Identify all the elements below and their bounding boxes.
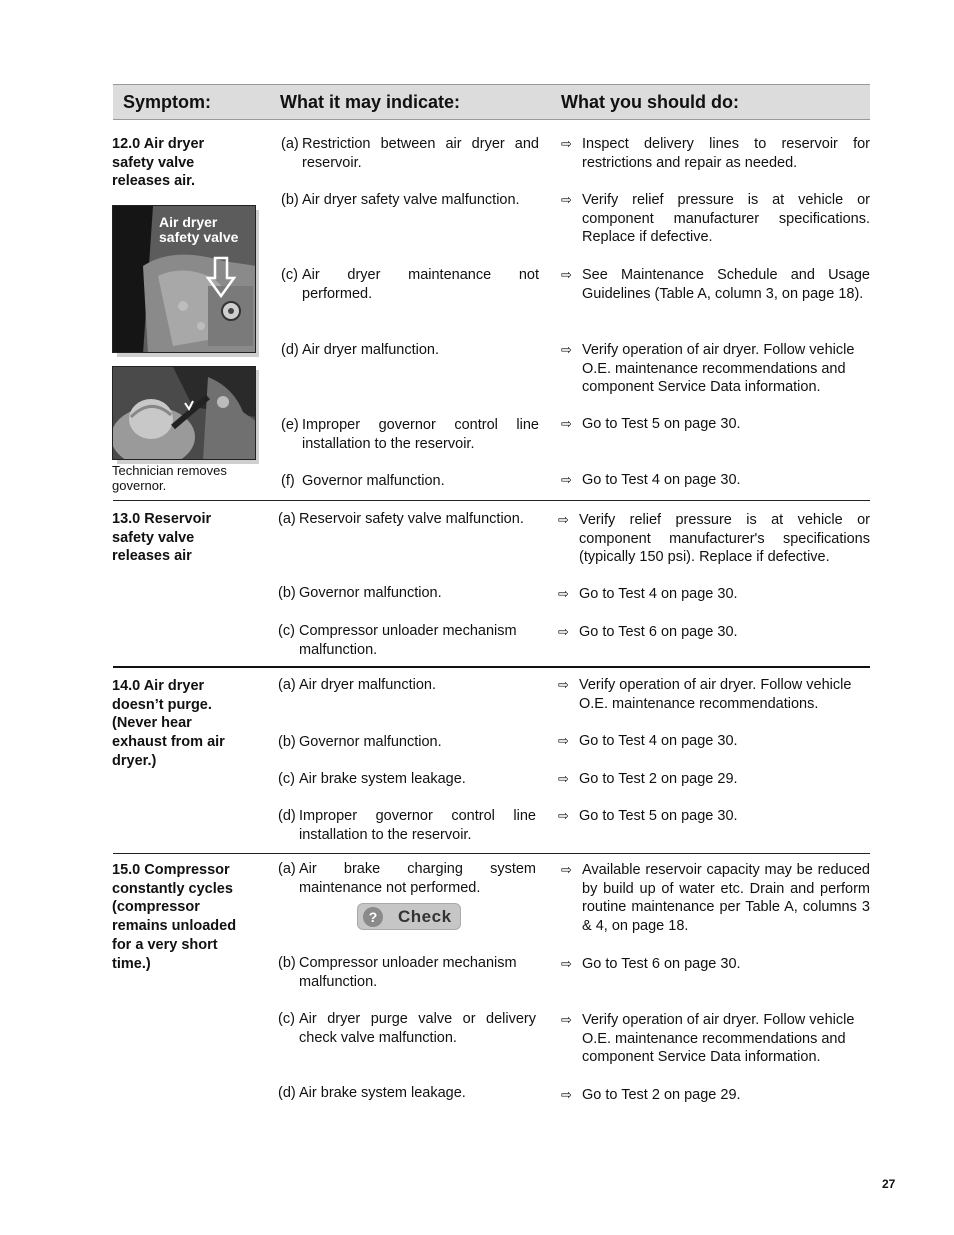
cause-row: [278, 676, 536, 695]
cause-label: (d): [278, 1085, 296, 1101]
header-indicate: What it may indicate:: [280, 92, 461, 112]
action-text: Go to Test 6 on page 30.: [582, 956, 741, 972]
cause-label: (a): [281, 136, 299, 152]
cause-text: Restriction between air dryer and reservoir.: [302, 136, 539, 171]
action-row: [561, 191, 870, 247]
section-divider: [113, 500, 870, 501]
cause-text: Governor malfunction.: [299, 734, 442, 750]
arrow-right-icon: ⇨: [558, 677, 569, 692]
action-text: Available reservoir capacity may be reduced by build up of water etc. Drain and perform routine maintenance per Table A, columns 3 & 4, on page 18.: [582, 862, 870, 934]
air-dryer-photo: [112, 205, 256, 353]
action-text: Go to Test 2 on page 29.: [579, 771, 738, 787]
symptom-12: 12.0 Air dryer safety valve releases air.: [112, 136, 205, 190]
action-row: [561, 955, 870, 974]
cause-text: Air brake charging system maintenance not performed.: [299, 861, 536, 896]
cause-row: [281, 472, 539, 491]
cause-label: (a): [278, 677, 296, 693]
technician-image: [113, 367, 256, 460]
cause-row: [281, 266, 539, 303]
cause-text: Compressor unloader mechanism malfunction.: [299, 623, 517, 658]
action-text: Verify relief pressure is at vehicle or component manufacturer specifications. Replace if defective.: [582, 192, 870, 245]
photo-caption: Technician removes governor.: [112, 463, 227, 493]
cause-text: Air brake system leakage.: [299, 771, 466, 787]
action-text: Go to Test 4 on page 30.: [579, 586, 738, 602]
arrow-right-icon: ⇨: [561, 956, 572, 971]
arrow-right-icon: ⇨: [561, 862, 572, 877]
action-text: Inspect delivery lines to reservoir for restrictions and repair as needed.: [582, 136, 870, 171]
question-icon: ?: [363, 907, 383, 927]
action-text: Go to Test 4 on page 30.: [579, 733, 738, 749]
arrow-right-icon: ⇨: [561, 416, 572, 431]
action-text: Verify operation of air dryer. Follow vehicle O.E. maintenance recommendations and component Service Data information.: [582, 1012, 855, 1065]
section-divider: [113, 853, 870, 854]
cause-label: (b): [278, 734, 296, 750]
action-text: Go to Test 5 on page 30.: [579, 808, 738, 824]
cause-label: (c): [278, 623, 295, 639]
section-divider: [113, 666, 870, 668]
arrow-right-icon: ⇨: [561, 136, 572, 151]
arrow-right-icon: ⇨: [558, 808, 569, 823]
cause-text: Air dryer malfunction.: [302, 342, 439, 358]
cause-text: Air dryer safety valve malfunction.: [302, 192, 520, 208]
action-row: [561, 861, 870, 935]
action-text: Verify operation of air dryer. Follow vehicle O.E. maintenance recommendations.: [579, 677, 852, 712]
action-row: [561, 415, 870, 434]
cause-label: (a): [278, 511, 296, 527]
cause-row: [278, 860, 536, 897]
action-text: Verify operation of air dryer. Follow vehicle O.E. maintenance recommendations and component Service Data information.: [582, 342, 855, 395]
cause-text: Air dryer maintenance not performed.: [302, 267, 539, 302]
action-row: [561, 1011, 870, 1067]
cause-row: [278, 622, 536, 659]
cause-label: (c): [278, 771, 295, 787]
cause-text: Governor malfunction.: [299, 585, 442, 601]
cause-row: [281, 416, 539, 453]
cause-label: (c): [278, 1011, 295, 1027]
action-row: [561, 1086, 870, 1105]
action-row: [558, 585, 870, 604]
action-row: [561, 341, 870, 397]
check-button-label: Check: [398, 907, 452, 926]
cause-row: [278, 1010, 536, 1047]
cause-text: Air dryer purge valve or delivery check valve malfunction.: [299, 1011, 536, 1046]
header-symptom: Symptom:: [123, 92, 212, 112]
action-row: [558, 676, 870, 713]
action-row: [561, 135, 870, 172]
cause-row: [278, 733, 536, 752]
action-text: Verify relief pressure is at vehicle or component manufacturer's specifications (typically 150 psi). Replace if defective.: [579, 512, 870, 565]
cause-text: Reservoir safety valve malfunction.: [299, 511, 524, 527]
action-text: Go to Test 2 on page 29.: [582, 1087, 741, 1103]
cause-label: (a): [278, 861, 296, 877]
cause-label: (e): [281, 417, 299, 433]
arrow-right-icon: ⇨: [561, 1087, 572, 1102]
action-text: Go to Test 6 on page 30.: [579, 624, 738, 640]
check-button[interactable]: [357, 903, 461, 930]
cause-text: Air dryer malfunction.: [299, 677, 436, 693]
action-row: [558, 732, 870, 751]
arrow-right-icon: ⇨: [561, 192, 572, 207]
cause-row: [278, 1084, 536, 1103]
arrow-right-icon: ⇨: [558, 586, 569, 601]
arrow-right-icon: ⇨: [558, 733, 569, 748]
cause-text: Improper governor control line installation to the reservoir.: [299, 808, 536, 843]
cause-row: [281, 341, 539, 360]
page-number: 27: [882, 1177, 896, 1191]
cause-row: [278, 510, 536, 529]
photo-label: Air dryer safety valve: [159, 214, 239, 245]
arrow-right-icon: ⇨: [558, 771, 569, 786]
cause-row: [281, 191, 539, 210]
cause-row: [281, 135, 539, 172]
arrow-right-icon: ⇨: [561, 342, 572, 357]
table-header: [113, 84, 870, 120]
action-row: [558, 770, 870, 789]
action-row: [558, 623, 870, 642]
cause-label: (c): [281, 267, 298, 283]
cause-text: Compressor unloader mechanism malfunction.: [299, 955, 517, 990]
symptom-13: 13.0 Reservoir safety valve releases air: [112, 511, 212, 565]
action-row: [558, 807, 870, 826]
cause-row: [278, 770, 536, 789]
cause-label: (b): [281, 192, 299, 208]
cause-label: (f): [281, 473, 295, 489]
arrow-right-icon: ⇨: [561, 1012, 572, 1027]
action-row: [558, 511, 870, 567]
technician-photo: [112, 366, 256, 460]
action-row: [561, 266, 870, 303]
action-text: See Maintenance Schedule and Usage Guidelines (Table A, column 3, on page 18).: [582, 267, 870, 302]
cause-label: (d): [278, 808, 296, 824]
arrow-right-icon: ⇨: [561, 267, 572, 282]
arrow-right-icon: ⇨: [558, 624, 569, 639]
header-todo: What you should do:: [561, 92, 739, 112]
cause-row: [278, 807, 536, 844]
action-row: [561, 471, 870, 490]
cause-label: (b): [278, 955, 296, 971]
cause-row: [278, 954, 536, 991]
cause-text: Air brake system leakage.: [299, 1085, 466, 1101]
cause-text: Governor malfunction.: [302, 473, 445, 489]
arrow-right-icon: ⇨: [558, 512, 569, 527]
symptom-15: 15.0 Compressor constantly cycles (compressor remains unloaded for a very short time.): [112, 862, 237, 972]
action-text: Go to Test 5 on page 30.: [582, 416, 741, 432]
arrow-right-icon: ⇨: [561, 472, 572, 487]
cause-label: (b): [278, 585, 296, 601]
action-text: Go to Test 4 on page 30.: [582, 472, 741, 488]
cause-text: Improper governor control line installation to the reservoir.: [302, 417, 539, 452]
cause-row: [278, 584, 536, 603]
symptom-14: 14.0 Air dryer doesn’t purge. (Never hear exhaust from air dryer.): [112, 678, 225, 769]
cause-label: (d): [281, 342, 299, 358]
